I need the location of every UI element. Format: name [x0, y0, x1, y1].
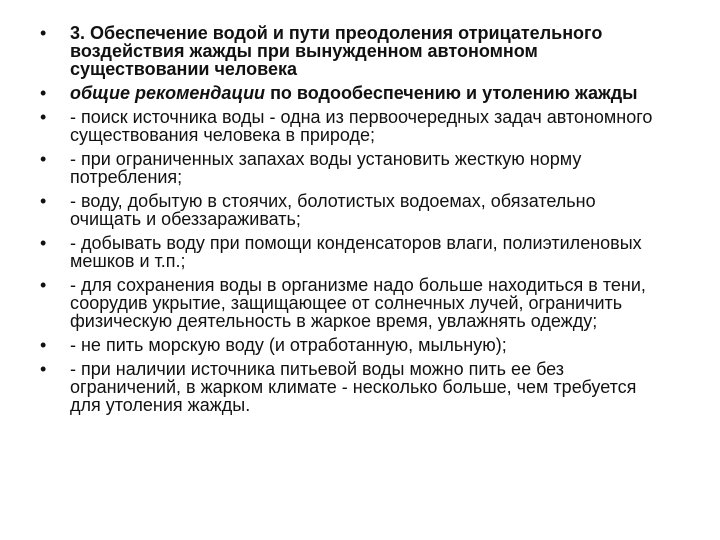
section-heading: 3. Обеспечение водой и пути преодоления отрицательного воздействия жажды при вынужденном автономном существовании человека	[70, 23, 603, 79]
bullet-icon: •	[40, 335, 47, 355]
list-item	[40, 84, 670, 102]
list-item	[40, 234, 670, 270]
bullet-icon: •	[40, 149, 47, 169]
emphasis-text: общие рекомендации	[70, 83, 266, 103]
item-text-tail: жажды	[574, 83, 638, 103]
bullet-icon: •	[40, 359, 47, 379]
list-item	[40, 336, 670, 354]
list-item	[40, 192, 670, 228]
item-text: - воду, добытую в стоячих, болотистых водоемах, обязательно очищать и обеззараживать;	[70, 191, 596, 229]
list-item	[40, 24, 670, 78]
list-item	[40, 360, 670, 414]
list-item	[40, 108, 670, 144]
bullet-icon: •	[40, 23, 47, 43]
bullet-list	[40, 24, 670, 420]
item-text: по водообеспечению и утолению	[265, 83, 575, 103]
item-text: - не пить морскую воду (и отработанную, мыльную);	[70, 335, 507, 355]
bullet-icon: •	[40, 107, 47, 127]
bullet-icon: •	[40, 191, 47, 211]
bullet-icon: •	[40, 83, 47, 103]
item-text: - при наличии источника питьевой воды можно пить ее без ограничений, в жарком климате - несколько больше, чем требуется для утоления жажды.	[70, 359, 637, 415]
item-text: - для сохранения воды в организме надо больше находиться в тени, соорудив укрытие, защищающее от солнечных лучей, ограничить физическую деятельность в жаркое время, увлажнять одежду;	[70, 275, 646, 331]
item-text: - поиск источника воды - одна из первоочередных задач автономного существования человека в природе;	[70, 107, 653, 145]
item-text: - при ограниченных запахах воды установить жесткую норму потребления;	[70, 149, 582, 187]
list-item	[40, 276, 670, 330]
bullet-icon: •	[40, 233, 47, 253]
item-text: - добывать воду при помощи конденсаторов влаги, полиэтиленовых мешков и т.п.;	[70, 233, 642, 271]
bullet-icon: •	[40, 275, 47, 295]
list-item	[40, 150, 670, 186]
